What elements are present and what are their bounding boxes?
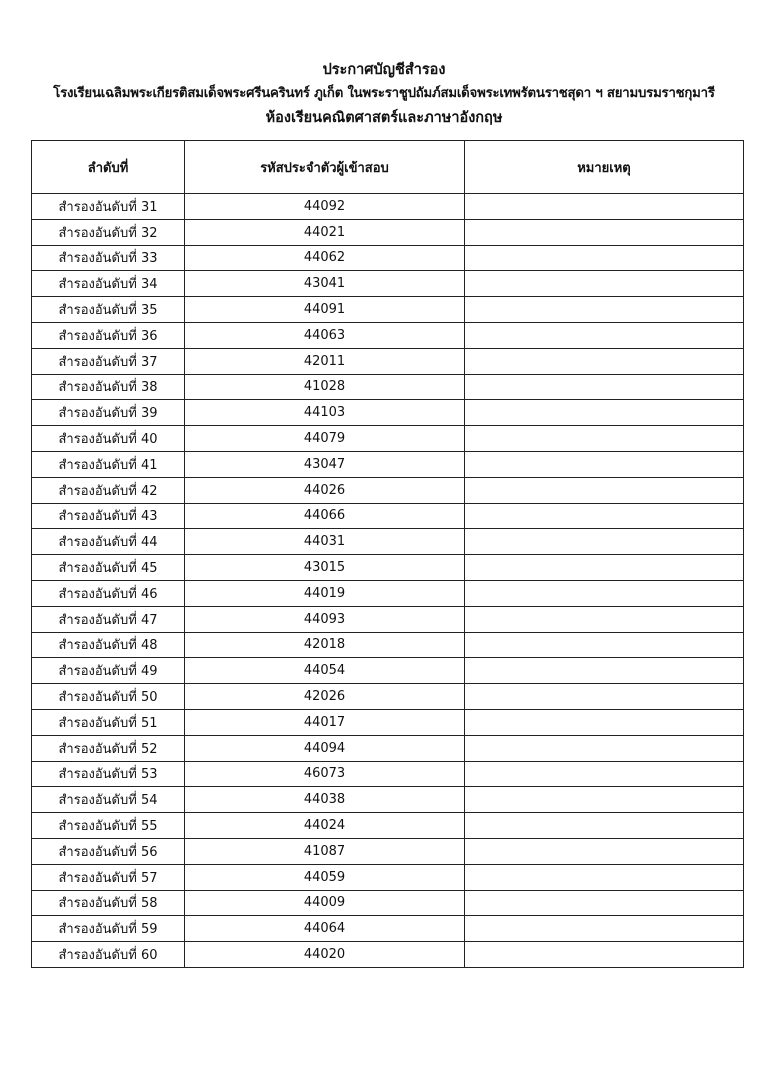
table-row (32, 942, 744, 968)
exam-id-cell: 44021 (185, 219, 465, 245)
rank-cell: สำรองอันดับที่ 42 (32, 477, 185, 503)
rank-cell: สำรองอันดับที่ 35 (32, 297, 185, 323)
rank-cell: สำรองอันดับที่ 54 (32, 787, 185, 813)
announcement-header (0, 58, 768, 130)
rank-cell: สำรองอันดับที่ 58 (32, 890, 185, 916)
table-row (32, 761, 744, 787)
exam-id-cell: 44063 (185, 322, 465, 348)
exam-id-cell: 43015 (185, 555, 465, 581)
table-row (32, 632, 744, 658)
rank-cell: สำรองอันดับที่ 45 (32, 555, 185, 581)
table-row (32, 709, 744, 735)
table-row (32, 477, 744, 503)
remarks-cell (465, 400, 744, 426)
exam-id-cell: 44038 (185, 787, 465, 813)
school-name: โรงเรียนเฉลิมพระเกียรติสมเด็จพระศรีนครินทร์ ภูเก็ต ในพระราชูปถัมภ์สมเด็จพระเทพรัตนราชสุดา ฯ สยามบรมราชกุมารี (53, 86, 715, 101)
remarks-cell (465, 890, 744, 916)
table-row (32, 219, 744, 245)
table-row (32, 297, 744, 323)
exam-id-cell: 44091 (185, 297, 465, 323)
remarks-cell (465, 916, 744, 942)
rank-cell: สำรองอันดับที่ 41 (32, 451, 185, 477)
rank-cell: สำรองอันดับที่ 34 (32, 271, 185, 297)
table-row (32, 838, 744, 864)
table-row (32, 529, 744, 555)
rank-cell: สำรองอันดับที่ 55 (32, 813, 185, 839)
remarks-cell (465, 219, 744, 245)
exam-id-cell: 44094 (185, 735, 465, 761)
column-header-exam-id: รหัสประจำตัวผู้เข้าสอบ (185, 141, 465, 194)
table-row (32, 426, 744, 452)
rank-cell: สำรองอันดับที่ 32 (32, 219, 185, 245)
remarks-cell (465, 245, 744, 271)
exam-id-cell: 41087 (185, 838, 465, 864)
exam-id-cell: 44103 (185, 400, 465, 426)
table-row (32, 684, 744, 710)
remarks-cell (465, 606, 744, 632)
rank-cell: สำรองอันดับที่ 37 (32, 348, 185, 374)
remarks-cell (465, 709, 744, 735)
rank-cell: สำรองอันดับที่ 46 (32, 580, 185, 606)
rank-cell: สำรองอันดับที่ 49 (32, 658, 185, 684)
remarks-cell (465, 864, 744, 890)
exam-id-cell: 44009 (185, 890, 465, 916)
table-row (32, 503, 744, 529)
program-name: ห้องเรียนคณิตศาสตร์และภาษาอังกฤษ (265, 110, 503, 126)
remarks-cell (465, 194, 744, 220)
remarks-cell (465, 942, 744, 968)
table-row (32, 348, 744, 374)
rank-cell: สำรองอันดับที่ 60 (32, 942, 185, 968)
table-body (32, 194, 744, 968)
exam-id-cell: 44062 (185, 245, 465, 271)
table-row (32, 374, 744, 400)
exam-id-cell: 42018 (185, 632, 465, 658)
exam-id-cell: 44031 (185, 529, 465, 555)
exam-id-cell: 43041 (185, 271, 465, 297)
table-row (32, 735, 744, 761)
exam-id-cell: 42026 (185, 684, 465, 710)
table-row (32, 890, 744, 916)
rank-cell: สำรองอันดับที่ 48 (32, 632, 185, 658)
exam-id-cell: 44066 (185, 503, 465, 529)
remarks-cell (465, 503, 744, 529)
remarks-cell (465, 658, 744, 684)
remarks-cell (465, 761, 744, 787)
rank-cell: สำรองอันดับที่ 44 (32, 529, 185, 555)
rank-cell: สำรองอันดับที่ 40 (32, 426, 185, 452)
rank-cell: สำรองอันดับที่ 36 (32, 322, 185, 348)
table-header-row (32, 141, 744, 194)
exam-id-cell: 44093 (185, 606, 465, 632)
table-row (32, 245, 744, 271)
rank-cell: สำรองอันดับที่ 39 (32, 400, 185, 426)
exam-id-cell: 44059 (185, 864, 465, 890)
table-row (32, 194, 744, 220)
exam-id-cell: 43047 (185, 451, 465, 477)
remarks-cell (465, 297, 744, 323)
rank-cell: สำรองอันดับที่ 53 (32, 761, 185, 787)
remarks-cell (465, 632, 744, 658)
remarks-cell (465, 787, 744, 813)
rank-cell: สำรองอันดับที่ 38 (32, 374, 185, 400)
remarks-cell (465, 348, 744, 374)
exam-id-cell: 44092 (185, 194, 465, 220)
table-row (32, 606, 744, 632)
rank-cell: สำรองอันดับที่ 33 (32, 245, 185, 271)
exam-id-cell: 44020 (185, 942, 465, 968)
column-header-rank: ลำดับที่ (32, 141, 185, 194)
rank-cell: สำรองอันดับที่ 31 (32, 194, 185, 220)
table-row (32, 271, 744, 297)
remarks-cell (465, 322, 744, 348)
exam-id-cell: 41028 (185, 374, 465, 400)
remarks-cell (465, 451, 744, 477)
table-row (32, 451, 744, 477)
announcement-title: ประกาศบัญชีสำรอง (322, 62, 446, 78)
exam-id-cell: 44024 (185, 813, 465, 839)
exam-id-cell: 44064 (185, 916, 465, 942)
rank-cell: สำรองอันดับที่ 50 (32, 684, 185, 710)
exam-id-cell: 44026 (185, 477, 465, 503)
remarks-cell (465, 529, 744, 555)
rank-cell: สำรองอันดับที่ 51 (32, 709, 185, 735)
table-row (32, 658, 744, 684)
remarks-cell (465, 555, 744, 581)
rank-cell: สำรองอันดับที่ 59 (32, 916, 185, 942)
reserve-list-table (31, 140, 744, 968)
rank-cell: สำรองอันดับที่ 57 (32, 864, 185, 890)
table-row (32, 400, 744, 426)
table-row (32, 322, 744, 348)
remarks-cell (465, 271, 744, 297)
table-row (32, 864, 744, 890)
remarks-cell (465, 735, 744, 761)
rank-cell: สำรองอันดับที่ 52 (32, 735, 185, 761)
exam-id-cell: 46073 (185, 761, 465, 787)
table-row (32, 580, 744, 606)
exam-id-cell: 44017 (185, 709, 465, 735)
rank-cell: สำรองอันดับที่ 47 (32, 606, 185, 632)
table-row (32, 916, 744, 942)
table-row (32, 555, 744, 581)
remarks-cell (465, 813, 744, 839)
exam-id-cell: 42011 (185, 348, 465, 374)
remarks-cell (465, 477, 744, 503)
table-row (32, 787, 744, 813)
remarks-cell (465, 374, 744, 400)
exam-id-cell: 44079 (185, 426, 465, 452)
remarks-cell (465, 838, 744, 864)
rank-cell: สำรองอันดับที่ 56 (32, 838, 185, 864)
remarks-cell (465, 426, 744, 452)
remarks-cell (465, 684, 744, 710)
column-header-remarks: หมายเหตุ (465, 141, 744, 194)
table-row (32, 813, 744, 839)
exam-id-cell: 44019 (185, 580, 465, 606)
remarks-cell (465, 580, 744, 606)
exam-id-cell: 44054 (185, 658, 465, 684)
rank-cell: สำรองอันดับที่ 43 (32, 503, 185, 529)
